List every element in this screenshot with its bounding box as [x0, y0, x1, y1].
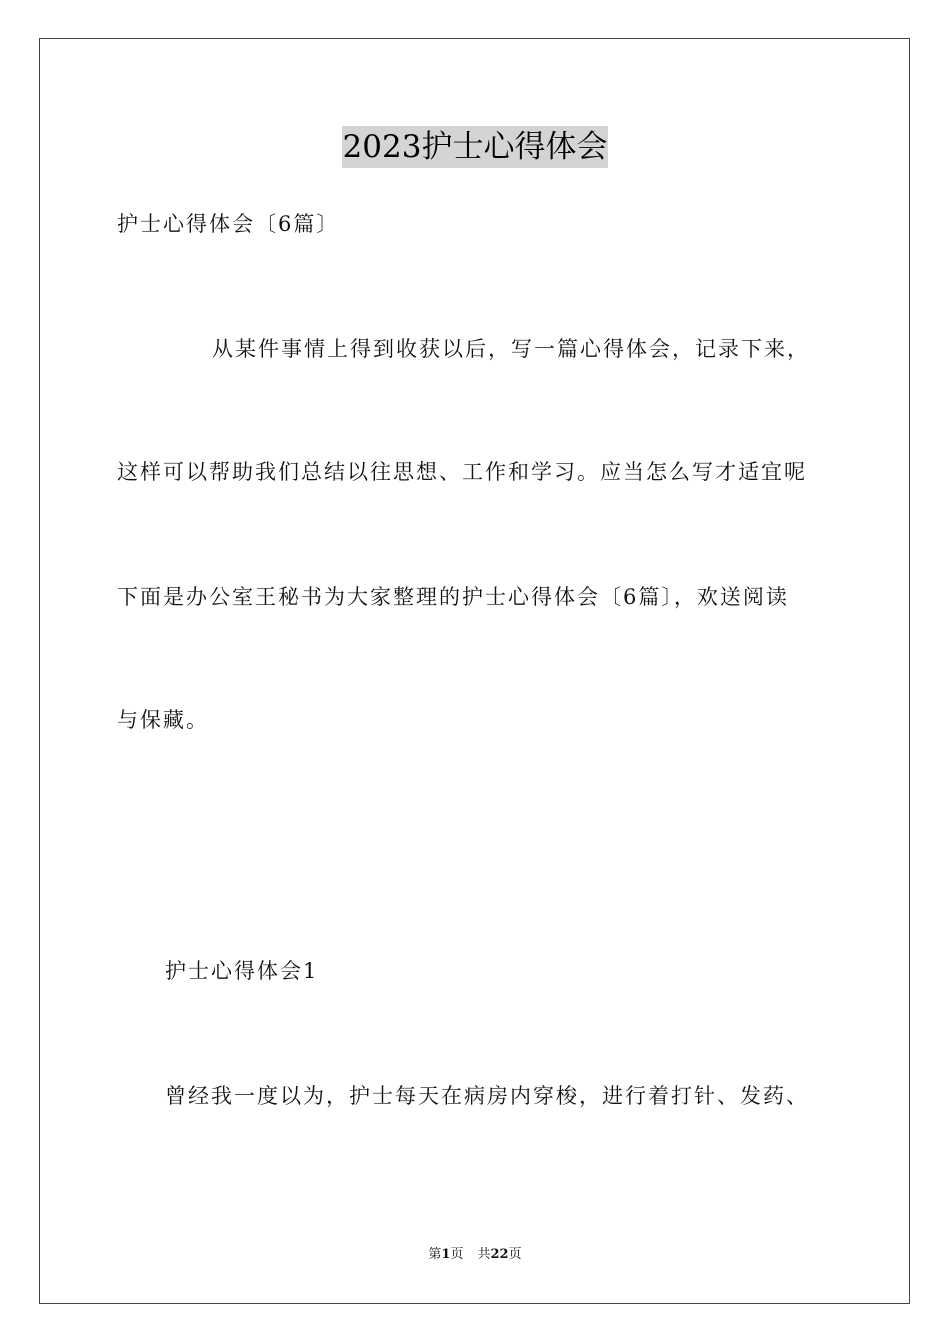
footer-page-current: 1	[441, 1247, 451, 1262]
intro-line-4: 与保藏。	[117, 708, 209, 732]
section-line-1: 曾经我一度以为，护士每天在病房内穿梭，进行着打针、发药、	[165, 1084, 809, 1108]
intro-line-1: 从某件事情上得到收获以后，写一篇心得体会，记录下来，	[212, 337, 810, 361]
intro-line-2: 这样可以帮助我们总结以往思想、工作和学习。应当怎么写才适宜呢	[117, 460, 807, 484]
section-heading: 护士心得体会1	[165, 959, 319, 983]
document-title: 2023护士心得体会	[342, 126, 609, 168]
footer-page-total: 22	[490, 1247, 509, 1262]
intro-line-3: 下面是办公室王秘书为大家整理的护士心得体会〔6篇〕，欢送阅读	[117, 585, 789, 609]
footer-total-suffix: 页	[508, 1247, 522, 1262]
page-footer	[0, 1246, 950, 1264]
footer-page-prefix: 第	[428, 1247, 442, 1262]
footer-page-suffix: 页	[450, 1247, 464, 1262]
title-block	[0, 126, 950, 168]
document-subtitle: 护士心得体会〔6篇〕	[117, 212, 340, 236]
footer-total-prefix: 共	[477, 1247, 491, 1262]
